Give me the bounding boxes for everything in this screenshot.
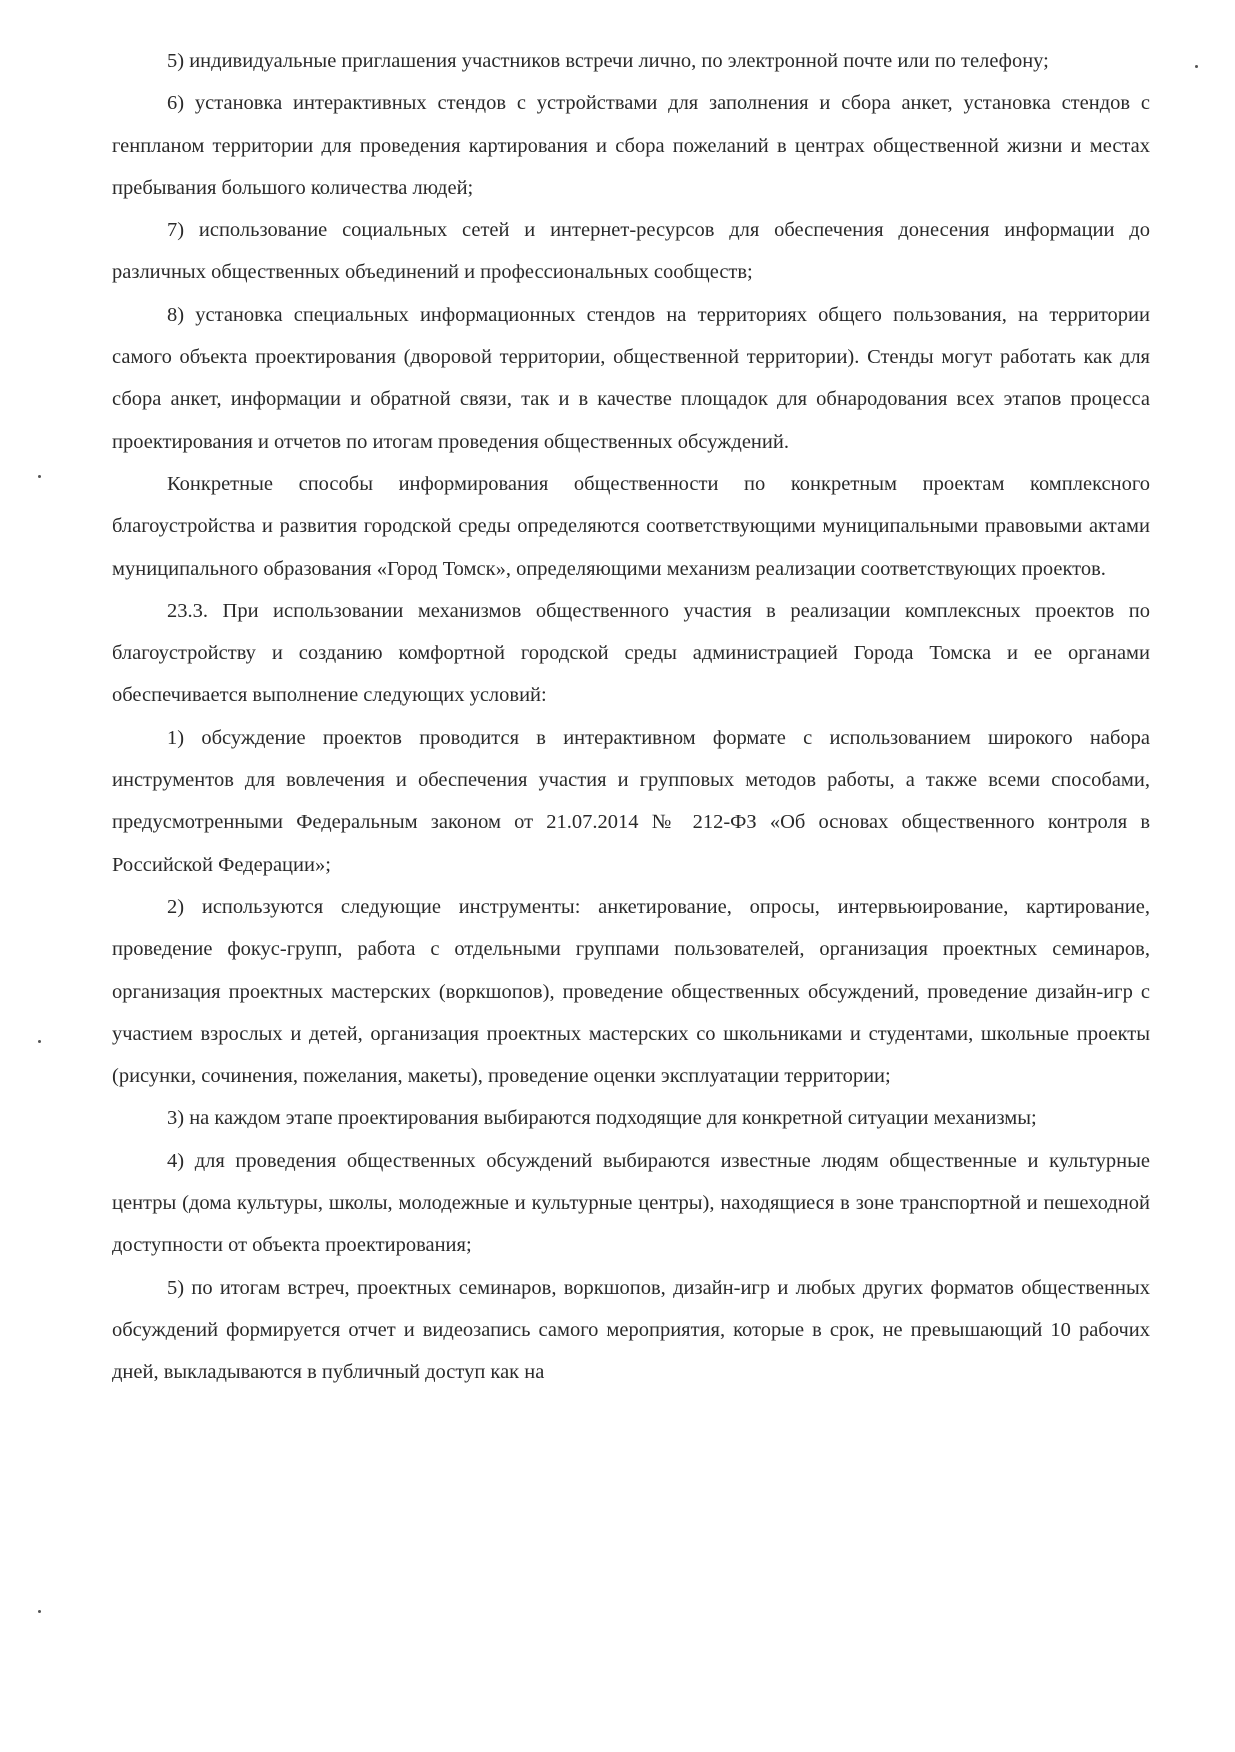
paragraph-social-networks: 7) использование социальных сетей и интернет-ресурсов для обеспечения донесения информации до различных общественных объединений и профессиональных сообществ;	[112, 219, 1150, 284]
paragraph-condition-1: 1) обсуждение проектов проводится в интерактивном формате с использованием широкого набора инструментов для вовлечения и обеспечения участия и групповых методов работы, а также всеми способами, предусмотренными Федеральным законом от 21.07.2014 № 212-ФЗ «Об основах общественного контроля в Российской Федерации»;	[112, 726, 1150, 876]
scan-speck	[38, 1610, 41, 1613]
paragraph-condition-2: 2) используются следующие инструменты: анкетирование, опросы, интервьюирование, картирование, проведение фокус-групп, работа с отдельными группами пользователей, организация проектных семинаров, организация проектных мастерских (воркшопов), проведение общественных обсуждений, проведение дизайн-игр с участием взрослых и детей, организация проектных мастерских со школьниками и студентами, школьные проекты (рисунки, сочинения, пожелания, макеты), проведение оценки эксплуатации территории;	[112, 895, 1150, 1088]
paragraph-information-stands: 8) установка специальных информационных стендов на территориях общего пользования, на территории самого объекта проектирования (дворовой территории, общественной территории). Стенды могут работать как для сбора анкет, информации и обратной связи, так и в качестве площадок для обнародования всех этапов процесса проектирования и отчетов по итогам проведения общественных обсуждений.	[112, 303, 1150, 453]
paragraph-section-23-3: 23.3. При использовании механизмов общественного участия в реализации комплексных проектов по благоустройству и созданию комфортной городской среды администрацией Города Томска и ее органами обеспечивается выполнение следующих условий:	[112, 599, 1150, 707]
paragraph-interactive-stands: 6) установка интерактивных стендов с устройствами для заполнения и сбора анкет, установка стендов с генпланом территории для проведения картирования и сбора пожеланий в центрах общественной жизни и местах пребывания большого количества людей;	[112, 92, 1150, 199]
scan-speck	[1195, 65, 1198, 68]
paragraph-condition-3: 3) на каждом этапе проектирования выбираются подходящие для конкретной ситуации механизмы;	[167, 1107, 1037, 1130]
document-body	[112, 40, 1150, 1394]
paragraph-condition-5: 5) по итогам встреч, проектных семинаров, воркшопов, дизайн-игр и любых других форматов общественных обсуждений формируется отчет и видеозапись самого мероприятия, которые в срок, не превышающий 10 рабочих дней, выкладываются в публичный доступ как на	[112, 1276, 1150, 1384]
scan-speck	[38, 475, 41, 478]
paragraph-specific-methods: Конкретные способы информирования общественности по конкретным проектам комплексного благоустройства и развития городской среды определяются соответствующими муниципальными правовыми актами муниципального образования «Город Томск», определяющими механизм реализации соответствующих проектов.	[112, 472, 1150, 580]
paragraph-condition-4: 4) для проведения общественных обсуждений выбираются известные людям общественные и культурные центры (дома культуры, школы, молодежные и культурные центры), находящиеся в зоне транспортной и пешеходной доступности от объекта проектирования;	[112, 1149, 1150, 1257]
scan-speck	[38, 1040, 41, 1043]
paragraph-invitations: 5) индивидуальные приглашения участников встречи лично, по электронной почте или по телефону;	[167, 50, 1049, 72]
